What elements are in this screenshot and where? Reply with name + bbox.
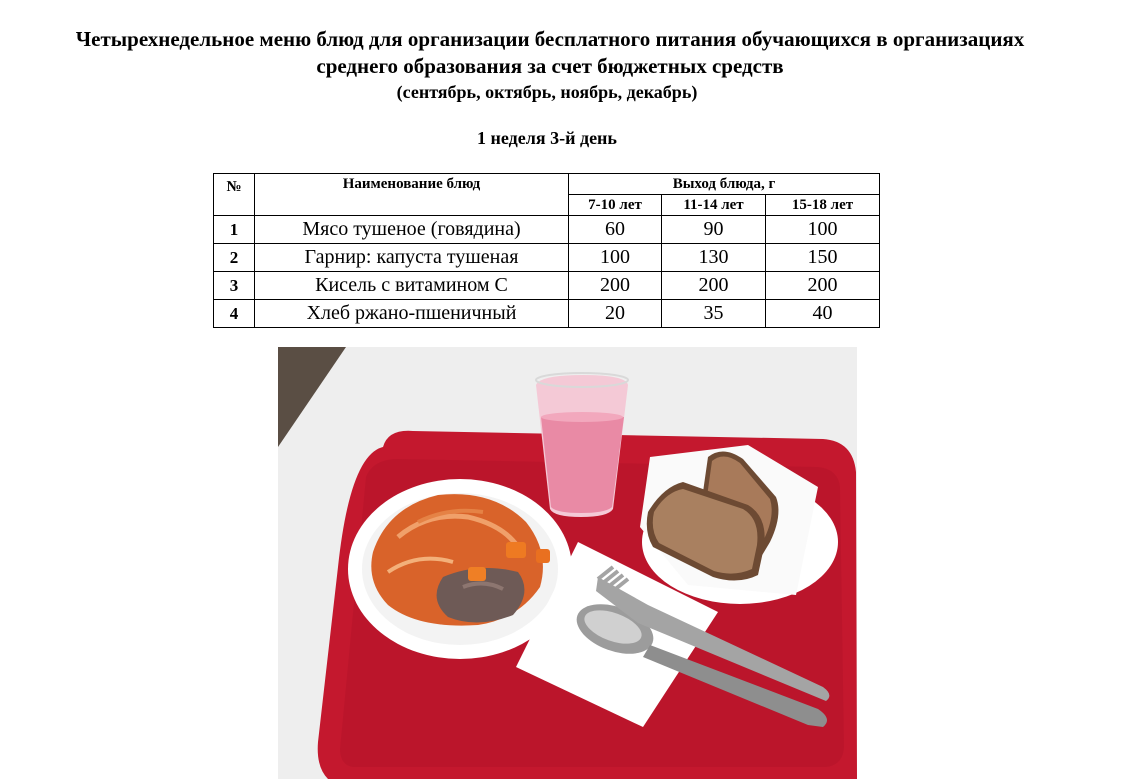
- header-number: №: [214, 174, 255, 216]
- output-11-14: 90: [662, 216, 766, 244]
- output-15-18: 40: [766, 300, 880, 328]
- dish-name: Кисель с витамином С: [255, 272, 569, 300]
- output-7-10: 60: [569, 216, 662, 244]
- header-age-15-18: 15-18 лет: [766, 195, 880, 216]
- months-subtitle: (сентябрь, октябрь, ноябрь, декабрь): [396, 82, 698, 102]
- output-7-10: 200: [569, 272, 662, 300]
- dish-name: Гарнир: капуста тушеная: [255, 244, 569, 272]
- menu-table: [213, 173, 880, 328]
- row-number: 2: [214, 244, 255, 272]
- day-heading: 1 неделя 3-й день: [477, 128, 617, 148]
- meal-photo: [278, 347, 857, 779]
- table-row: [214, 300, 880, 328]
- header-age-7-10: 7-10 лет: [569, 195, 662, 216]
- header-output: Выход блюда, г: [569, 174, 880, 195]
- output-7-10: 100: [569, 244, 662, 272]
- table-header-row: [214, 174, 880, 195]
- output-15-18: 100: [766, 216, 880, 244]
- output-15-18: 150: [766, 244, 880, 272]
- header-dish-name: Наименование блюд: [255, 174, 569, 216]
- row-number: 1: [214, 216, 255, 244]
- table-row: [214, 272, 880, 300]
- output-11-14: 200: [662, 272, 766, 300]
- title-line-1: Четырехнедельное меню блюд для организации бесплатного питания обучающихся в организациях: [75, 27, 1025, 51]
- output-15-18: 200: [766, 272, 880, 300]
- row-number: 4: [214, 300, 255, 328]
- table-row: [214, 216, 880, 244]
- title-line-2: среднего образования за счет бюджетных средств: [316, 54, 784, 78]
- row-number: 3: [214, 272, 255, 300]
- dish-name: Мясо тушеное (говядина): [255, 216, 569, 244]
- output-11-14: 35: [662, 300, 766, 328]
- menu-title: [0, 26, 1100, 80]
- dish-name: Хлеб ржано-пшеничный: [255, 300, 569, 328]
- output-11-14: 130: [662, 244, 766, 272]
- output-7-10: 20: [569, 300, 662, 328]
- header-age-11-14: 11-14 лет: [662, 195, 766, 216]
- table-row: [214, 244, 880, 272]
